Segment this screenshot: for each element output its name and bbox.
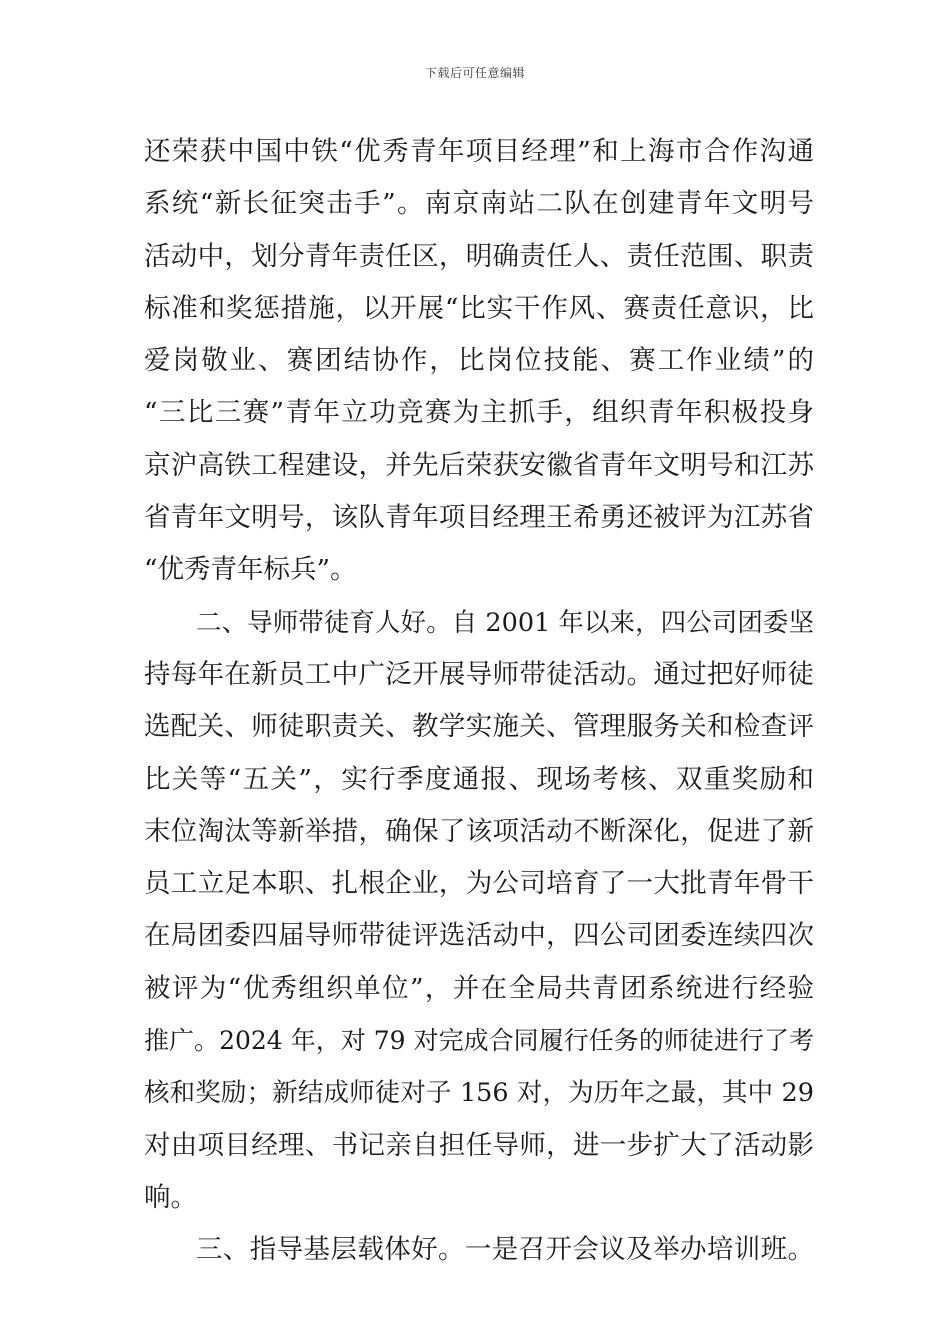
page-header: 下载后可任意编辑 xyxy=(424,66,525,80)
text-line: “优秀青年标兵”。 xyxy=(144,554,357,586)
text-line: 末位淘汰等新举措，确保了该项活动不断深化，促进了新 xyxy=(144,815,814,847)
body-text xyxy=(144,126,814,1277)
text-line: 推广。2024 年，对 79 对完成合同履行任务的师徒进行了考 xyxy=(144,1026,814,1056)
text-line: 比关等“五关”，实行季度通报、现场考核、双重奖励和 xyxy=(144,763,814,795)
text-line: 在局团委四届导师带徒评选活动中，四公司团委连续四次 xyxy=(144,920,814,952)
text-line: 爱岗敬业、赛团结协作，比岗位技能、赛工作业绩”的 xyxy=(144,345,814,377)
text-line: 标准和奖惩措施，以开展“比实干作风、赛责任意识，比 xyxy=(144,292,814,324)
text-line: 省青年文明号，该队青年项目经理王希勇还被评为江苏省 xyxy=(144,502,814,534)
text-line: 系统“新长征突击手”。南京南站二队在创建青年文明号 xyxy=(144,188,814,220)
text-line: “三比三赛”青年立功竞赛为主抓手，组织青年积极投身 xyxy=(144,397,814,429)
text-line: 京沪高铁工程建设，并先后荣获安徽省青年文明号和江苏 xyxy=(144,449,814,481)
text-line: 二、导师带徒育人好。自 2001 年以来，四公司团委坚 xyxy=(196,607,814,638)
text-line: 被评为“优秀组织单位”，并在全局共青团系统进行经验 xyxy=(144,972,814,1004)
text-line: 持每年在新员工中广泛开展导师带徒活动。通过把好师徒 xyxy=(144,658,814,690)
text-line: 三、指导基层载体好。一是召开会议及举办培训班。 xyxy=(196,1234,814,1266)
text-line: 核和奖励；新结成师徒对子 156 对，为历年之最，其中 29 xyxy=(144,1078,814,1109)
text-line: 响。 xyxy=(144,1181,197,1213)
text-line: 对由项目经理、书记亲自担任导师，进一步扩大了活动影 xyxy=(144,1129,814,1161)
text-line: 还荣获中国中铁“优秀青年项目经理”和上海市合作沟通 xyxy=(144,136,814,167)
text-line: 员工立足本职、扎根企业，为公司培育了一大批青年骨干 xyxy=(144,868,814,900)
text-line: 选配关、师徒职责关、教学实施关、管理服务关和检查评 xyxy=(144,711,814,743)
text-line: 活动中，划分青年责任区，明确责任人、责任范围、职责 xyxy=(144,240,814,272)
